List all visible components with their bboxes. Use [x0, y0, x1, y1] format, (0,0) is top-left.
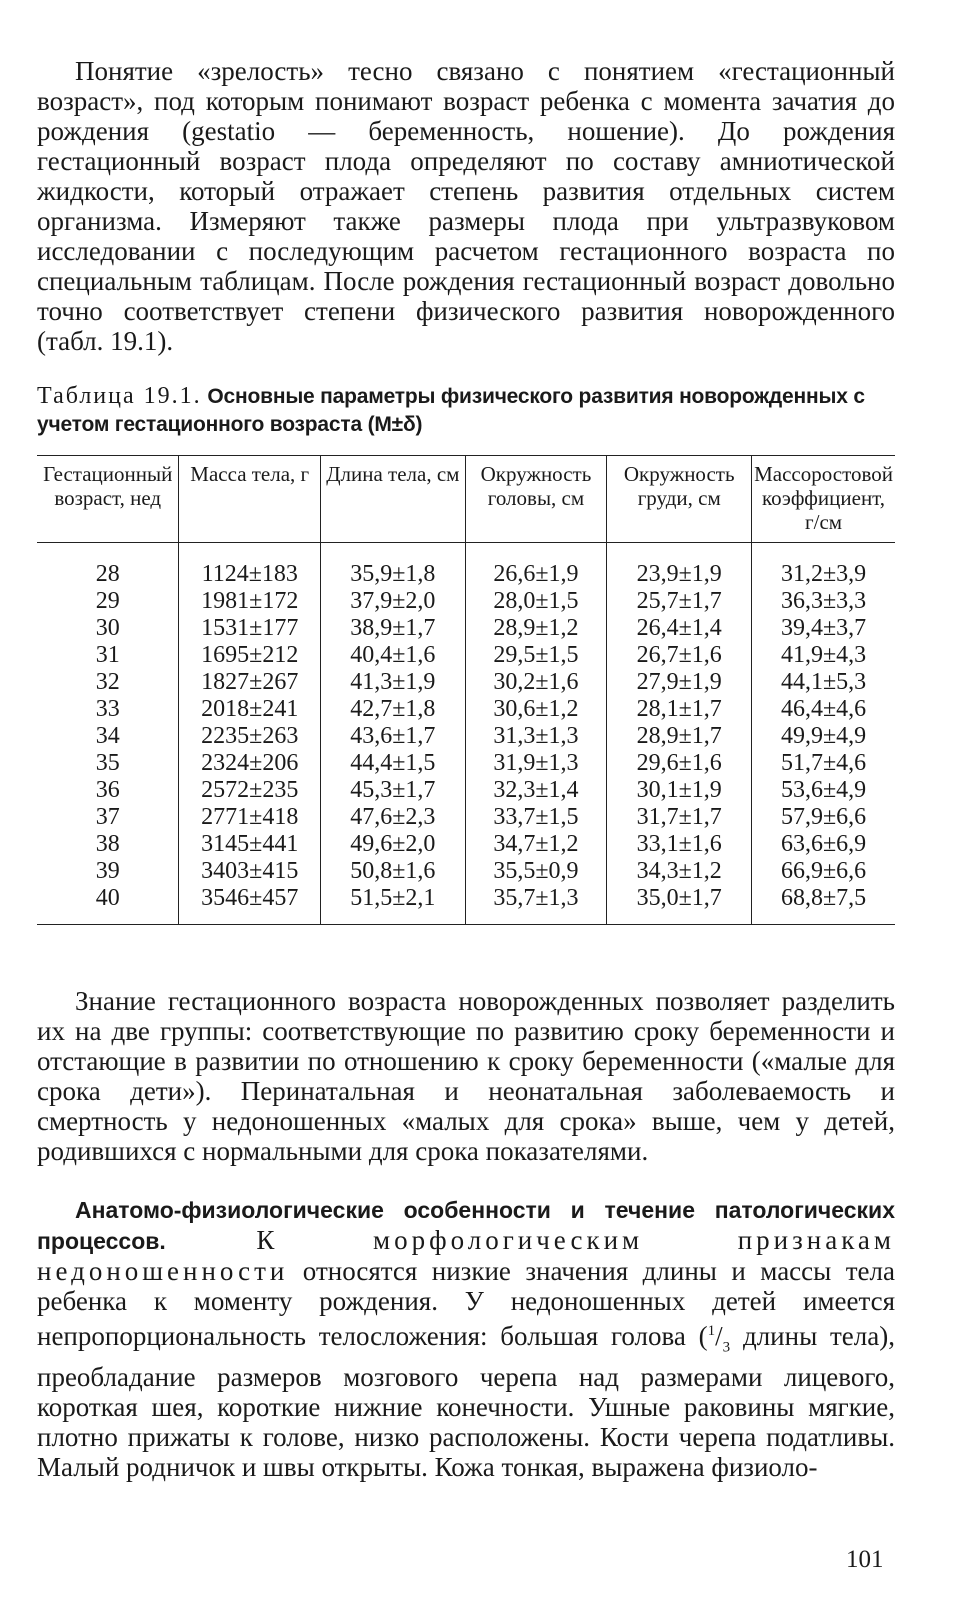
- table-cell: 30,1±1,9: [607, 777, 752, 804]
- table-cell: 28,9±1,7: [607, 723, 752, 750]
- paragraph-text: Знание гестационного возраста новорожденных позволяет разделить их на две группы: соответствующие по развитию сроку беременности и отстающие в развитии по отношению к сроку беременности («малые для срока дети»). Перинатальная и неонатальная заболеваемость и смертность у недоношенных «малых для срока» выше, чем у детей, родившихся с нормальными для срока показателями.: [37, 986, 895, 1166]
- table-cell: 34,7±1,2: [465, 831, 607, 858]
- table-cell: 35,7±1,3: [465, 885, 607, 925]
- table-cell: 3403±415: [179, 858, 321, 885]
- paragraph-text: Анатомо-физиологические особенности и течение патологических процессов. К морфологическим признакам недоношенности относятся низкие значения длины и массы тела ребенка к моменту рождения. У недоношенных детей имеется непропорциональность телосложения: большая голова ($^1/_3$ длины тела), преобладание размеров мозгового черепа над размерами лицевого, короткая шея, короткие нижние конечности. Ушные раковины мягкие, плотно прижаты к голове, низко расположены. Кости черепа податливы. Малый родничок и швы открыты. Кожа тонкая, выражена физиоло-: [37, 1197, 895, 1483]
- table-cell: 3145±441: [179, 831, 321, 858]
- table-cell: 39: [95, 858, 120, 884]
- table-cell: 30,2±1,6: [465, 669, 607, 696]
- paragraph-anatomy: [37, 1194, 895, 1482]
- table-body: [37, 543, 895, 925]
- table-cell: 49,6±2,0: [321, 831, 466, 858]
- table-cell: 37: [95, 804, 120, 830]
- paragraph-text-part: относятся низкие значения длины и массы тела ребенка к моменту рождения. У недоношенных детей имеется непропорциональность телосложения: большая голова (: [37, 1256, 895, 1351]
- header-gestational-age: Гестационный возраст, нед: [37, 456, 179, 543]
- table-cell: 63,6±6,9: [752, 831, 895, 858]
- table-row: [37, 750, 895, 777]
- table-cell: 51,5±2,1: [321, 885, 466, 925]
- table-row: [37, 696, 895, 723]
- table-cell: 33: [95, 696, 120, 722]
- table-cell: 30: [95, 615, 120, 641]
- table-cell: 2324±206: [179, 750, 321, 777]
- table-cell: 1531±177: [179, 615, 321, 642]
- table-cell: 51,7±4,6: [752, 750, 895, 777]
- table-cell: 45,3±1,7: [321, 777, 466, 804]
- table-row: [37, 831, 895, 858]
- table-cell: 26,4±1,4: [607, 615, 752, 642]
- table-cell: 31,7±1,7: [607, 804, 752, 831]
- table-cell: 29: [95, 588, 120, 614]
- table-row: [37, 804, 895, 831]
- table-row: [37, 543, 895, 589]
- table-cell: 2235±263: [179, 723, 321, 750]
- table-cell: 1695±212: [179, 642, 321, 669]
- table-cell: 50,8±1,6: [321, 858, 466, 885]
- section-heading: Анатомо-физиологические особенности и течение патологических процессов.: [37, 1197, 895, 1254]
- table-cell: 30,6±1,2: [465, 696, 607, 723]
- table-cell: 1124±183: [179, 543, 321, 589]
- table-cell: 68,8±7,5: [752, 885, 895, 925]
- table-cell: 57,9±6,6: [752, 804, 895, 831]
- table-cell: 38: [95, 831, 120, 857]
- table-cell: 31: [95, 642, 120, 668]
- table-cell: 31,9±1,3: [465, 750, 607, 777]
- table-row: [37, 615, 895, 642]
- table-cell: 41,3±1,9: [321, 669, 466, 696]
- table-cell: 1981±172: [179, 588, 321, 615]
- table-cell: 29,6±1,6: [607, 750, 752, 777]
- fraction-numerator: 1: [707, 1323, 716, 1339]
- table-cell: 40,4±1,6: [321, 642, 466, 669]
- page-number: 101: [846, 1546, 884, 1573]
- table-cell: 27,9±1,9: [607, 669, 752, 696]
- table-cell: 26,6±1,9: [465, 543, 607, 589]
- table-cell: 33,7±1,5: [465, 804, 607, 831]
- table-cell: 47,6±2,3: [321, 804, 466, 831]
- table-row: [37, 588, 895, 615]
- table-cell: 32: [95, 669, 120, 695]
- table-cell: 36,3±3,3: [752, 588, 895, 615]
- table-cell: 1827±267: [179, 669, 321, 696]
- table-cell: 23,9±1,9: [607, 543, 752, 589]
- table-cell: 43,6±1,7: [321, 723, 466, 750]
- table-cell: 66,9±6,6: [752, 858, 895, 885]
- header-body-length: Длина тела, см: [321, 456, 466, 543]
- paragraph-text: Понятие «зрелость» тесно связано с понятием «гестационный возраст», под которым понимают возраст ребенка с момента зачатия до рождения (gestatio — беременность, ношение). До рождения гестационный возраст плода определяют по составу амниотической жидкости, который отражает степень развития отдельных систем организма. Измеряют также размеры плода при ультразвуковом исследовании с последующим расчетом гестационного возраста по специальным таблицам. После рождения гестационный возраст довольно точно соответствует степени физического развития новорожденного (табл. 19.1).: [37, 56, 895, 356]
- table-cell: 2572±235: [179, 777, 321, 804]
- table-cell: 35,5±0,9: [465, 858, 607, 885]
- paragraph-gestational-age: [37, 56, 895, 356]
- table-cell: 36: [95, 777, 120, 803]
- table-cell: 33,1±1,6: [607, 831, 752, 858]
- table-cell: 44,1±5,3: [752, 669, 895, 696]
- table-cell: 29,5±1,5: [465, 642, 607, 669]
- table-cell: 28,1±1,7: [607, 696, 752, 723]
- table-cell: 3546±457: [179, 885, 321, 925]
- table-row: [37, 777, 895, 804]
- table-cell: 2771±418: [179, 804, 321, 831]
- table-cell: 46,4±4,6: [752, 696, 895, 723]
- table-cell: 34: [95, 723, 120, 749]
- header-body-mass: Масса тела, г: [179, 456, 321, 543]
- table-cell: 39,4±3,7: [752, 615, 895, 642]
- table-cell: 31,2±3,9: [752, 543, 895, 589]
- table-cell: 34,3±1,2: [607, 858, 752, 885]
- paragraph-text-part: длины тела), преобладание размеров мозгового черепа над размерами лицевого, короткая шея, короткие нижние конечности. Ушные раковины мягкие, плотно прижаты к голове, низко расположены. Кости черепа податливы. Малый родничок и швы открыты. Кожа тонкая, выражена физиоло-: [37, 1321, 895, 1483]
- table-cell: 49,9±4,9: [752, 723, 895, 750]
- table-row: [37, 642, 895, 669]
- table-cell: 37,9±2,0: [321, 588, 466, 615]
- table-cell: 40: [37, 885, 179, 925]
- paragraph-knowledge: [37, 986, 895, 1166]
- table-cell: 53,6±4,9: [752, 777, 895, 804]
- table-caption-label: Таблица 19.1.: [37, 383, 202, 409]
- table-cell: 25,7±1,7: [607, 588, 752, 615]
- header-head-circumference: Окружность головы, см: [465, 456, 607, 543]
- header-chest-circumference: Окружность груди, см: [607, 456, 752, 543]
- table-cell: 35,9±1,8: [321, 543, 466, 589]
- fraction-denominator: 3: [722, 1339, 731, 1356]
- table-caption: [37, 382, 895, 438]
- newborn-parameters-table: [37, 455, 895, 925]
- table-cell: 42,7±1,8: [321, 696, 466, 723]
- table-cell: 35,0±1,7: [607, 885, 752, 925]
- table-cell: 28,9±1,2: [465, 615, 607, 642]
- table-cell: 41,9±4,3: [752, 642, 895, 669]
- table-header-row: [37, 456, 895, 543]
- table-cell: 26,7±1,6: [607, 642, 752, 669]
- table-cell: 44,4±1,5: [321, 750, 466, 777]
- table-caption-title: Основные параметры физического развития новорожденных с учетом гестационного возраста (M±δ): [37, 385, 865, 436]
- table-cell: 28,0±1,5: [465, 588, 607, 615]
- table-cell: 28: [95, 561, 120, 587]
- table-cell: 32,3±1,4: [465, 777, 607, 804]
- table-cell: 35: [95, 750, 120, 776]
- table-row: [37, 885, 895, 925]
- table-row: [37, 858, 895, 885]
- table-row: [37, 723, 895, 750]
- table-row: [37, 669, 895, 696]
- table-cell: 2018±241: [179, 696, 321, 723]
- table-cell: 38,9±1,7: [321, 615, 466, 642]
- table-cell: 31,3±1,3: [465, 723, 607, 750]
- header-mass-length-ratio: Массоростовой коэффициент, г/см: [752, 456, 895, 543]
- spaced-emphasis: К морфологическим признакам недоношенности: [37, 1225, 895, 1286]
